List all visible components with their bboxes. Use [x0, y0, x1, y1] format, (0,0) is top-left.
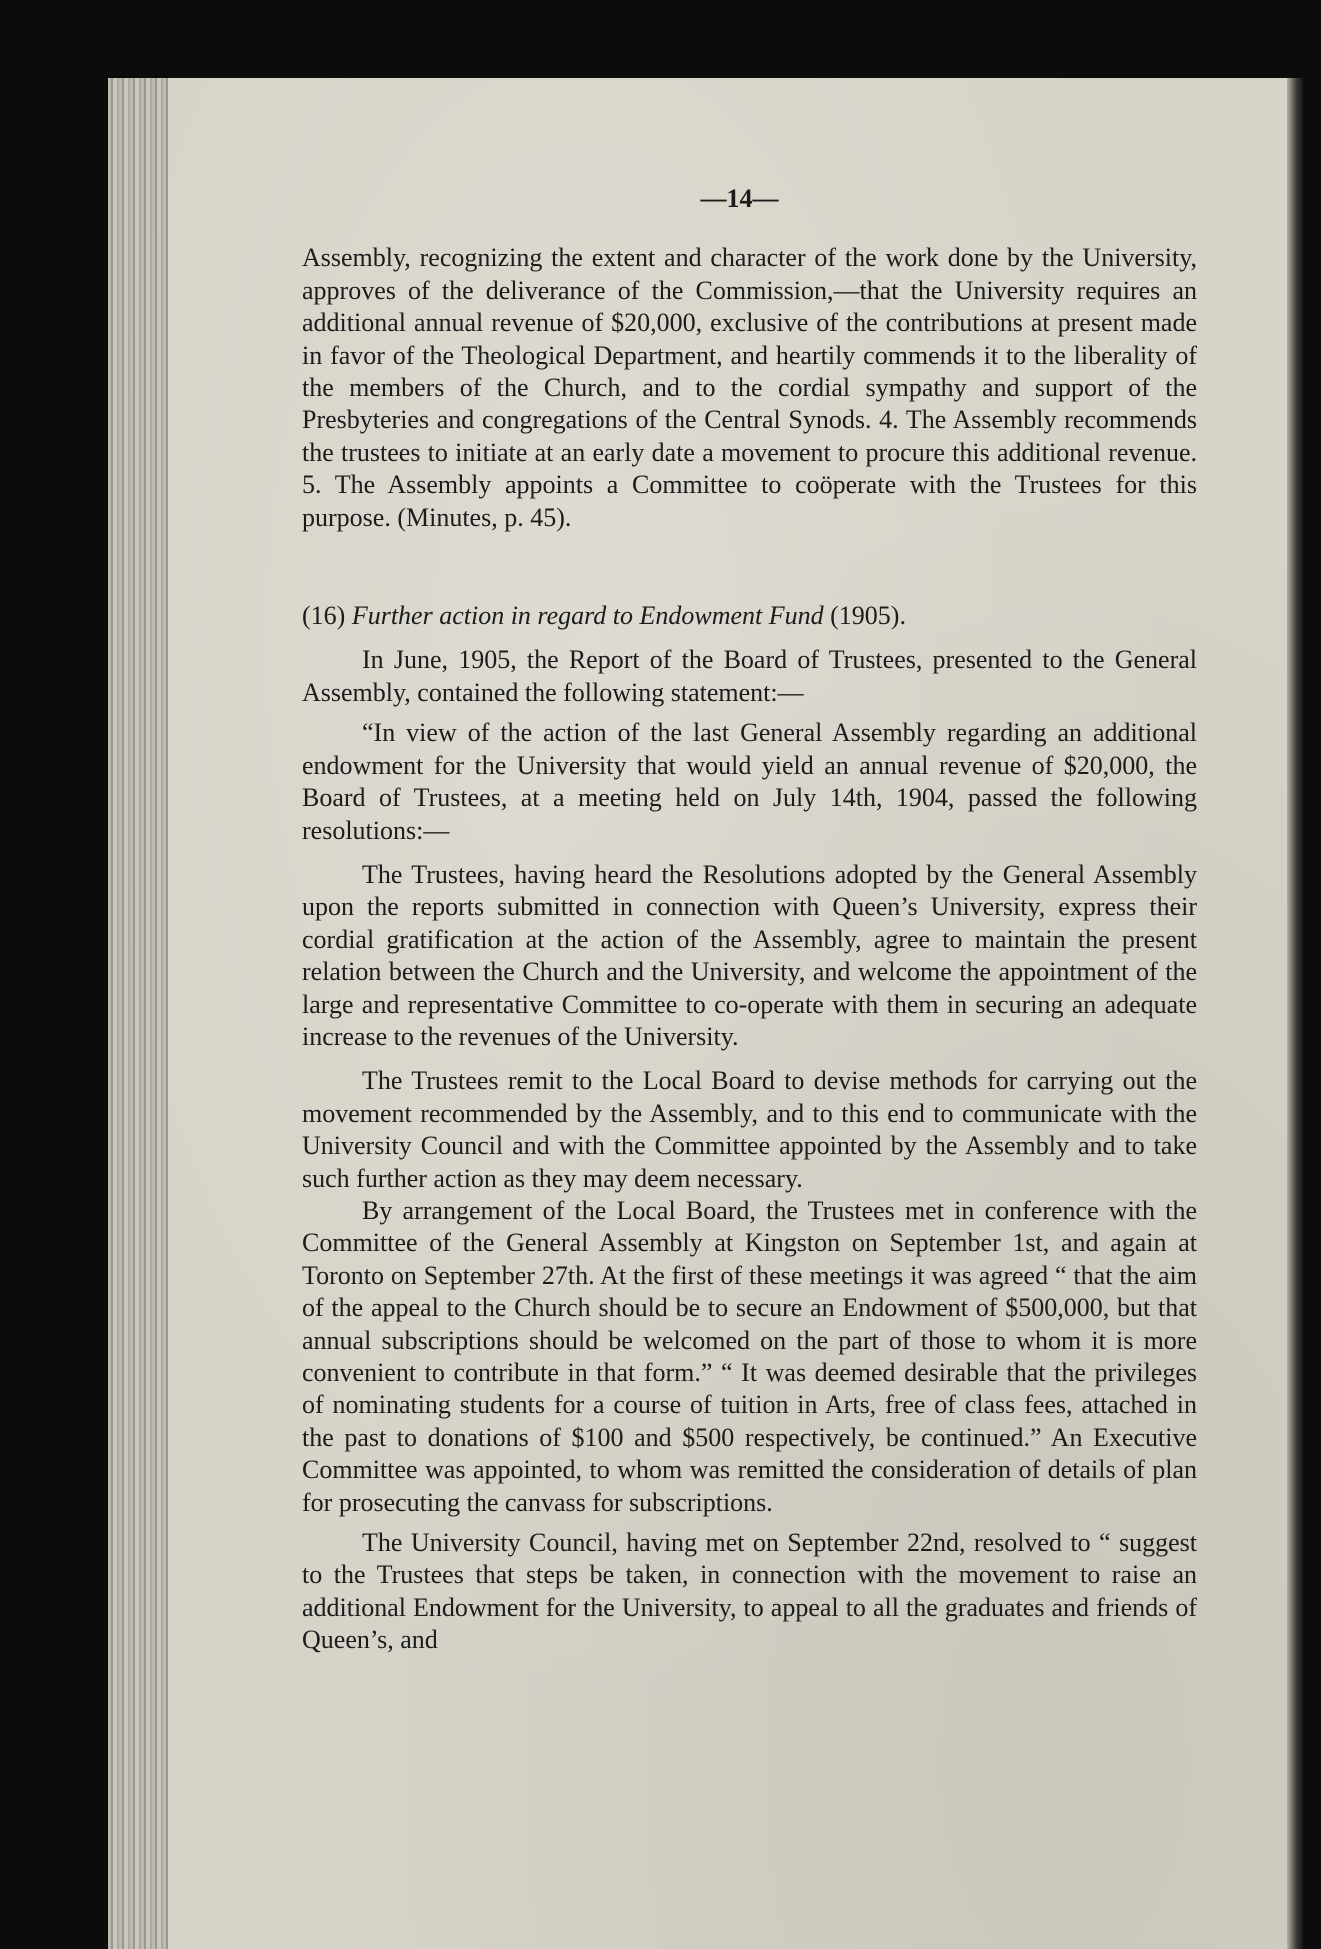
page-text-block	[302, 183, 1197, 1657]
paragraph-1: Assembly, recognizing the extent and character of the work done by the University, approves of the deliverance of the Commission,—that the University requires an additional annual revenue of $20,000, exclusive of the contributions at present made in favor of the Theological Department, and heartily commends it to the liberality of the members of the Church, and to the cordial sympathy and support of the Presbyteries and congregations of the Central Synods. 4. The Assembly recommends the trustees to initiate at an early date a movement to procure this additional revenue. 5. The Assembly appoints a Committee to coöperate with the Trustees for this purpose. (Minutes, p. 45).	[302, 243, 1197, 532]
paragraph-6: By arrangement of the Local Board, the Trustees met in conference with the Committee of the General Assembly at Kingston on September 1st, and again at Toronto on September 27th. At the first of these meetings it was agreed “ that the aim of the appeal to the Church should be to secure an Endowment of $500,000, but that annual subscriptions should be welcomed on the part of those to whom it is more convenient to contribute in that form.” “ It was deemed desirable that the privileges of nominating students for a course of tuition in Arts, free of class fees, attached in the past to donations of $100 and $500 respectively, be continued.” An Executive Committee was appointed, to whom was remitted the consideration of details of plan for prosecuting the canvass for subscriptions.	[302, 1195, 1197, 1517]
page-right-edge	[1287, 78, 1303, 1949]
section-year: (1905).	[830, 601, 906, 631]
book-binding-edge	[108, 78, 168, 1949]
paragraph-3: “In view of the action of the last General Assembly regarding an additional endowment for the University that would yield an annual revenue of $20,000, the Board of Trustees, at a meeting held on July 14th, 1904, passed the following resolutions:—	[302, 718, 1197, 845]
paragraph-5: The Trustees remit to the Local Board to devise methods for carrying out the movement recommended by the Assembly, and to this end to communicate with the University Council and with the Committee appointed by the Assembly and to take such further action as they may deem necessary.	[302, 1066, 1197, 1193]
paragraph-2: In June, 1905, the Report of the Board of Trustees, presented to the General Assembly, contained the following statement:—	[302, 645, 1197, 707]
paragraph-4: The Trustees, having heard the Resolutions adopted by the General Assembly upon the reports submitted in connection with Queen’s University, express their cordial gratification at the action of the Assembly, agree to maintain the present relation between the Church and the University, and welcome the appointment of the large and representative Committee to co-operate with them in securing an adequate increase to the revenues of the University.	[302, 859, 1197, 1051]
section-heading	[302, 600, 1197, 632]
page-number: —14—	[700, 184, 779, 213]
section-number: (16)	[302, 601, 346, 631]
paragraph-7: The University Council, having met on September 22nd, resolved to “ suggest to the Trustees that steps be taken, in connection with the movement to raise an additional Endowment for the University, to appeal to all the graduates and friends of Queen’s, and	[302, 1528, 1197, 1655]
section-title: Further action in regard to Endowment Fund	[351, 601, 824, 631]
